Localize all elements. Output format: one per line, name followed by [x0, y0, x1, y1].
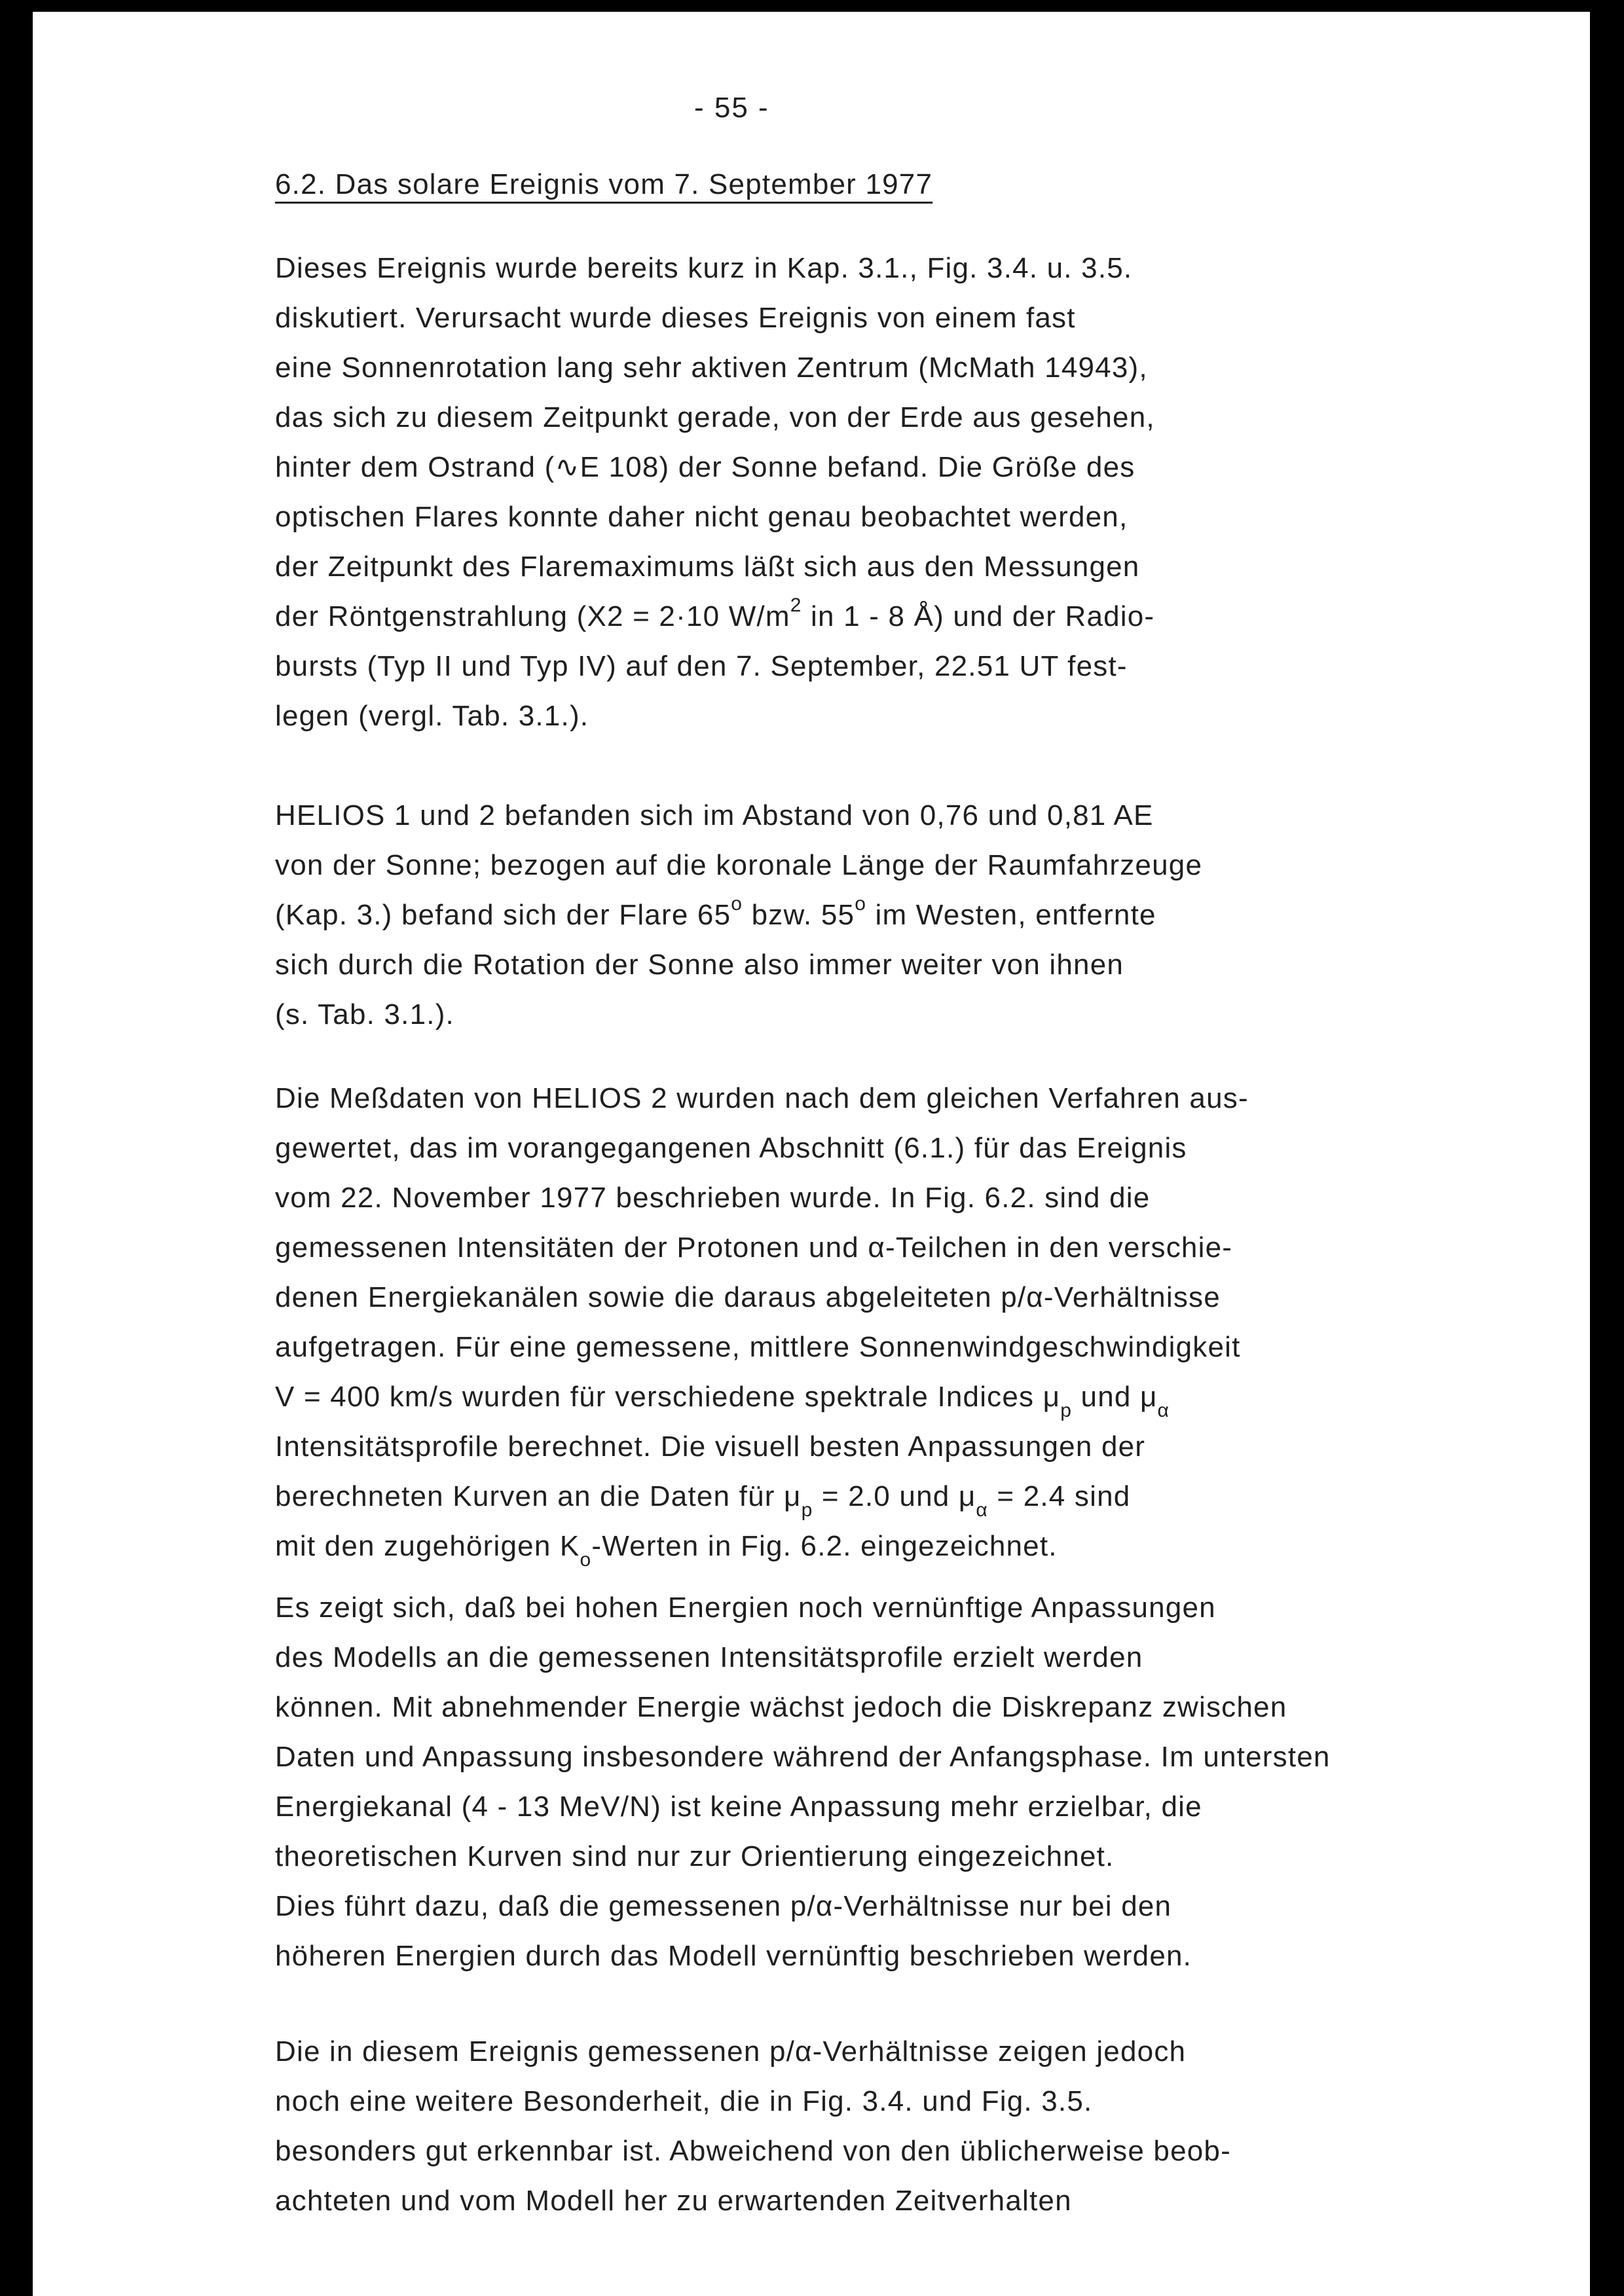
- paragraph-1-line-4: das sich zu diesem Zeitpunkt gerade, von der Erde aus gesehen,: [275, 401, 1155, 433]
- paragraph-2-line-1: HELIOS 1 und 2 befanden sich im Abstand von 0,76 und 0,81 AE: [275, 799, 1154, 831]
- subscript-p: p: [801, 1499, 813, 1521]
- line-7-text-a: V = 400 km/s wurden für verschiedene spektrale Indices μ: [275, 1381, 1061, 1413]
- paragraph-5-line-4: achteten und vom Modell her zu erwartenden Zeitverhalten: [275, 2185, 1072, 2217]
- paragraph-3-line-2: gewertet, das im vorangegangenen Abschnitt (6.1.) für das Ereignis: [275, 1132, 1187, 1164]
- line-3-text-a: (Kap. 3.) befand sich der Flare 65: [275, 899, 731, 931]
- paragraph-1-line-8: [275, 592, 1154, 642]
- page-number: - 55 -: [694, 92, 769, 124]
- subscript-p: p: [1060, 1400, 1073, 1421]
- line-3-text-c: im Westen, entfernte: [866, 899, 1156, 931]
- paragraph-1-line-3: eine Sonnenrotation lang sehr aktiven Zentrum (McMath 14943),: [275, 352, 1148, 384]
- paragraph-1-line-7: der Zeitpunkt des Flaremaximums läßt sich aus den Messungen: [275, 551, 1140, 583]
- paragraph-1-line-10: legen (vergl. Tab. 3.1.).: [275, 700, 589, 732]
- line-10-text-a: mit den zugehörigen K: [275, 1530, 580, 1562]
- paragraph-4-line-5: Energiekanal (4 - 13 MeV/N) ist keine Anpassung mehr erzielbar, die: [275, 1791, 1202, 1823]
- paragraph-1-line-2: diskutiert. Verursacht wurde dieses Ereignis von einem fast: [275, 302, 1076, 334]
- paragraph-1-line-5: hinter dem Ostrand (∿E 108) der Sonne befand. Die Größe des: [275, 451, 1135, 483]
- paragraph-2-line-5: (s. Tab. 3.1.).: [275, 998, 454, 1030]
- angstrom-symbol: Å: [913, 600, 934, 632]
- paragraph-1-line-6: optischen Flares konnte daher nicht genau beobachtet werden,: [275, 501, 1128, 533]
- subscript-o: o: [580, 1549, 592, 1571]
- line-8-text-b: in 1 - 8: [802, 600, 914, 632]
- superscript-2: 2: [790, 594, 802, 616]
- paragraph-3-line-5: denen Energiekanälen sowie die daraus abgeleiteten p/α-Verhältnisse: [275, 1281, 1221, 1313]
- paragraph-3-line-8: Intensitätsprofile berechnet. Die visuell besten Anpassungen der: [275, 1430, 1146, 1463]
- degree-superscript-1: o: [731, 893, 743, 915]
- paragraph-3-line-9: [275, 1472, 1130, 1522]
- paragraph-2-line-2: von der Sonne; bezogen auf die koronale Länge der Raumfahrzeuge: [275, 849, 1203, 881]
- paragraph-1-line-9: bursts (Typ II und Typ IV) auf den 7. September, 22.51 UT fest-: [275, 650, 1128, 682]
- paragraph-2-line-3: [275, 890, 1156, 940]
- line-8-text-d: ) und der Radio-: [934, 600, 1155, 632]
- paragraph-2-line-4: sich durch die Rotation der Sonne also immer weiter von ihnen: [275, 949, 1124, 981]
- paragraph-5-line-3: besonders gut erkennbar ist. Abweichend von den üblicherweise beob-: [275, 2135, 1231, 2167]
- line-3-text-b: bzw. 55: [743, 899, 855, 931]
- paragraph-3-line-7: [275, 1372, 1170, 1422]
- section-heading: 6.2. Das solare Ereignis vom 7. September 1977: [275, 168, 933, 200]
- paragraph-3-line-1: Die Meßdaten von HELIOS 2 wurden nach dem gleichen Verfahren aus-: [275, 1082, 1249, 1114]
- paragraph-3-line-10: [275, 1522, 1058, 1571]
- paragraph-1-line-1: Dieses Ereignis wurde bereits kurz in Kap. 3.1., Fig. 3.4. u. 3.5.: [275, 252, 1133, 284]
- line-8-text-a: der Röntgenstrahlung (X2 = 2·10 W/m: [275, 600, 790, 632]
- paragraph-4-line-4: Daten und Anpassung insbesondere während der Anfangsphase. Im untersten: [275, 1741, 1331, 1773]
- line-9-text-b: = 2.0 und μ: [813, 1480, 976, 1512]
- paragraph-4-line-7: Dies führt dazu, daß die gemessenen p/α-Verhältnisse nur bei den: [275, 1890, 1172, 1922]
- paragraph-3-line-4: gemessenen Intensitäten der Protonen und α-Teilchen in den verschie-: [275, 1231, 1233, 1264]
- paragraph-3-line-6: aufgetragen. Für eine gemessene, mittlere Sonnenwindgeschwindigkeit: [275, 1331, 1241, 1363]
- degree-superscript-2: o: [855, 893, 867, 915]
- paragraph-3-line-3: vom 22. November 1977 beschrieben wurde. In Fig. 6.2. sind die: [275, 1182, 1151, 1214]
- subscript-alpha: α: [976, 1499, 988, 1521]
- paragraph-5-line-2: noch eine weitere Besonderheit, die in Fig. 3.4. und Fig. 3.5.: [275, 2085, 1093, 2117]
- line-9-text-a: berechneten Kurven an die Daten für μ: [275, 1480, 802, 1512]
- paragraph-4-line-8: höheren Energien durch das Modell vernünftig beschrieben werden.: [275, 1940, 1192, 1972]
- document-page: [33, 12, 1590, 2296]
- paragraph-4-line-2: des Modells an die gemessenen Intensitätsprofile erzielt werden: [275, 1641, 1143, 1673]
- line-7-text-b: und μ: [1072, 1381, 1158, 1413]
- line-9-text-c: = 2.4 sind: [987, 1480, 1131, 1512]
- subscript-alpha: α: [1157, 1400, 1170, 1421]
- paragraph-4-line-1: Es zeigt sich, daß bei hohen Energien noch vernünftige Anpassungen: [275, 1592, 1216, 1624]
- paragraph-4-line-3: können. Mit abnehmender Energie wächst jedoch die Diskrepanz zwischen: [275, 1691, 1287, 1723]
- paragraph-4-line-6: theoretischen Kurven sind nur zur Orientierung eingezeichnet.: [275, 1840, 1115, 1872]
- line-10-text-b: -Werten in Fig. 6.2. eingezeichnet.: [591, 1530, 1058, 1562]
- paragraph-5-line-1: Die in diesem Ereignis gemessenen p/α-Verhältnisse zeigen jedoch: [275, 2035, 1187, 2068]
